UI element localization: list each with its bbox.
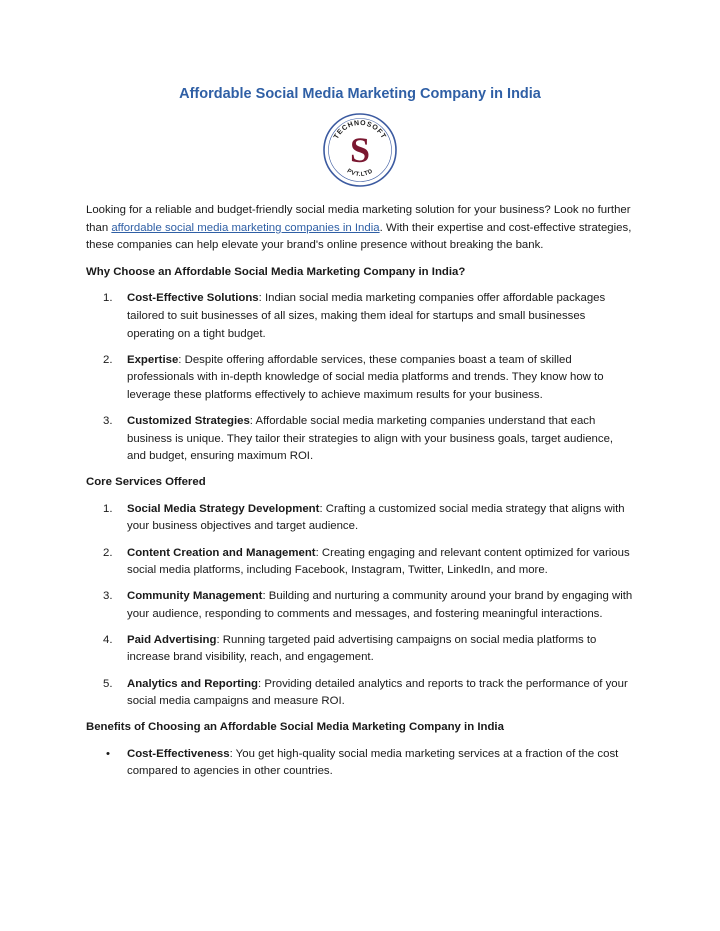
services-heading: Core Services Offered bbox=[86, 476, 206, 489]
list-item: 5. Analytics and Reporting: Providing detailed analytics and reports to track the performance of your social media campaigns and measure ROI. bbox=[103, 677, 628, 708]
list-item: 2. Content Creation and Management: Creating engaging and relevant content optimized for various social media platforms, including Facebook, Instagram, Twitter, LinkedIn, and more. bbox=[103, 546, 630, 577]
benefits-list bbox=[86, 746, 634, 781]
list-item: 3. Customized Strategies: Affordable social media marketing companies understand that each business is unique. They tailor their strategies to align with your business goals, target audience, and budget, ensuring maximum ROI. bbox=[103, 414, 614, 463]
why-list bbox=[86, 290, 634, 465]
list-item: 2. Expertise: Despite offering affordable services, these companies boast a team of skilled professionals with in-depth knowledge of social media platforms and trends. They know how to leverage these platforms effectively to achieve maximum results for your business. bbox=[103, 353, 604, 401]
technosoft-logo bbox=[322, 112, 398, 188]
list-item: 4. Paid Advertising: Running targeted paid advertising campaigns on social media platforms to increase brand visibility, reach, and engagement. bbox=[103, 633, 597, 664]
logo-top-text: TECHNOSOFT bbox=[332, 119, 388, 141]
list-item: 1. Social Media Strategy Development: Crafting a customized social media strategy that aligns with your business objectives and target audience. bbox=[103, 502, 625, 533]
logo-bottom-text: PVT.LTD bbox=[345, 168, 375, 179]
services-list bbox=[86, 501, 634, 711]
companies-link[interactable]: affordable social media marketing companies in India bbox=[111, 221, 380, 234]
benefits-heading: Benefits of Choosing an Affordable Social Media Marketing Company in India bbox=[86, 721, 504, 734]
list-item: 1. Cost-Effective Solutions: Indian social media marketing companies offer affordable packages tailored to suit businesses of all sizes, making them ideal for startups and small businesses operating on a tight budget. bbox=[103, 292, 606, 340]
list-item: 3. Community Management: Building and nurturing a community around your brand by engaging with your audience, responding to comments and messages, and fostering meaningful interactions. bbox=[103, 590, 633, 620]
list-item: • Cost-Effectiveness: You get high-quality social media marketing services at a fraction of the cost compared to agencies in other countries. bbox=[106, 747, 619, 778]
logo-letter: S bbox=[349, 130, 371, 170]
page-title: Affordable Social Media Marketing Company in India bbox=[179, 86, 541, 102]
intro-paragraph: Looking for a reliable and budget-friendly social media marketing solution for your business? Look no further than affordable social media marketing companies in India. With their expertise and cost-effective strategies, these companies can help elevate your brand's online presence without breaking the bank. bbox=[86, 204, 632, 252]
document-body bbox=[86, 202, 634, 790]
why-heading: Why Choose an Affordable Social Media Marketing Company in India? bbox=[86, 265, 466, 278]
